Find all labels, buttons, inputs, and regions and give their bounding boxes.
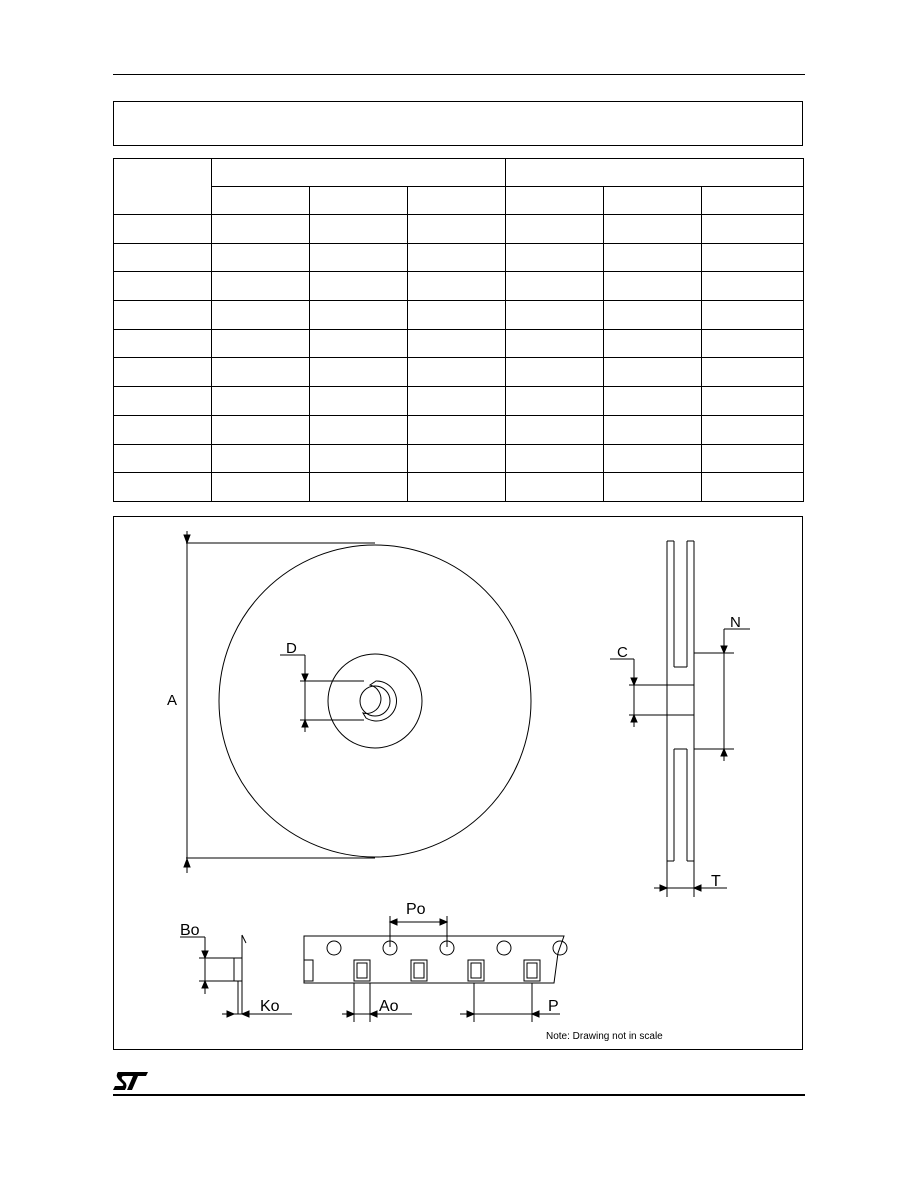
header-rule <box>113 74 805 75</box>
table-row <box>114 329 804 358</box>
table-cell <box>702 473 804 502</box>
table-cell <box>604 358 702 387</box>
tape-pocket <box>304 960 313 981</box>
table-cell <box>114 358 212 387</box>
table-cell <box>408 444 506 473</box>
table-cell <box>114 444 212 473</box>
table-row <box>114 444 804 473</box>
arrow-icon <box>227 1011 234 1017</box>
table-cell <box>702 387 804 416</box>
reel-drawing <box>113 516 803 1050</box>
footer-rule <box>113 1094 805 1096</box>
arrow-icon <box>202 951 208 958</box>
table-cell <box>408 329 506 358</box>
table-cell <box>114 473 212 502</box>
table-header-group <box>506 159 804 187</box>
arrow-icon <box>347 1011 354 1017</box>
table-header-cell <box>702 187 804 215</box>
reel-drawing-svg <box>114 517 802 1049</box>
table-cell <box>702 301 804 330</box>
table-cell <box>604 301 702 330</box>
table-row <box>114 387 804 416</box>
table-cell <box>310 215 408 244</box>
table-cell <box>310 415 408 444</box>
arrow-icon <box>532 1011 539 1017</box>
label-a: A <box>167 692 178 709</box>
label-n: N <box>730 614 741 631</box>
table-cell <box>310 301 408 330</box>
table-cell <box>702 243 804 272</box>
table-cell <box>408 415 506 444</box>
label-d: D <box>286 640 297 657</box>
table-cell <box>604 215 702 244</box>
table-cell <box>702 444 804 473</box>
table-cell <box>114 301 212 330</box>
arrow-icon <box>184 859 190 867</box>
table-cell <box>114 215 212 244</box>
reel-spindle-inner <box>360 686 390 716</box>
tape-side-pocket <box>234 958 242 981</box>
arrow-icon <box>721 646 727 653</box>
sprocket-hole <box>327 941 341 955</box>
tape-pocket-inner <box>357 963 367 978</box>
table-cell <box>604 272 702 301</box>
drawing-note: Note: Drawing not in scale <box>546 1031 663 1042</box>
table-header-cell <box>604 187 702 215</box>
table-cell <box>506 473 604 502</box>
tape-side-tip <box>242 935 246 943</box>
arrow-icon <box>660 885 667 891</box>
table-cell <box>604 387 702 416</box>
table-cell <box>212 329 310 358</box>
table-cell <box>212 272 310 301</box>
arrow-icon <box>370 1011 377 1017</box>
arrow-icon <box>721 749 727 756</box>
label-t: T <box>711 873 721 890</box>
arrow-icon <box>631 715 637 722</box>
table-cell <box>212 473 310 502</box>
tape-pocket-inner <box>414 963 424 978</box>
table-cell <box>310 272 408 301</box>
reel-outer-circle <box>219 545 531 857</box>
label-ko: Ko <box>260 998 280 1015</box>
sprocket-hole <box>497 941 511 955</box>
table-cell <box>702 272 804 301</box>
table-cell <box>408 387 506 416</box>
table-cell <box>114 415 212 444</box>
table-cell <box>114 387 212 416</box>
arrow-icon <box>440 919 447 925</box>
label-c: C <box>617 644 628 661</box>
arrow-icon <box>302 674 308 681</box>
table-cell <box>408 215 506 244</box>
reel-hub-circle <box>328 654 422 748</box>
tape-pocket-inner <box>527 963 537 978</box>
table-cell <box>702 329 804 358</box>
table-header-cell <box>310 187 408 215</box>
table-header-cell <box>212 187 310 215</box>
table-cell <box>408 301 506 330</box>
table-cell <box>114 329 212 358</box>
table-cell <box>604 243 702 272</box>
table-cell <box>408 358 506 387</box>
table-cell <box>310 329 408 358</box>
table-cell <box>310 358 408 387</box>
table-cell <box>604 473 702 502</box>
label-ao: Ao <box>379 998 399 1015</box>
table-cell <box>506 272 604 301</box>
table-cell <box>506 387 604 416</box>
table-cell <box>212 301 310 330</box>
table-cell <box>506 243 604 272</box>
table-cell <box>408 243 506 272</box>
table-cell <box>310 444 408 473</box>
table-cell <box>212 358 310 387</box>
table-row <box>114 301 804 330</box>
arrow-icon <box>202 981 208 988</box>
table-cell <box>506 301 604 330</box>
table-row <box>114 358 804 387</box>
table-cell <box>212 215 310 244</box>
table-row <box>114 243 804 272</box>
arrow-icon <box>631 678 637 685</box>
table-cell <box>506 215 604 244</box>
label-bo: Bo <box>180 922 200 939</box>
table-cell <box>212 387 310 416</box>
arrow-icon <box>467 1011 474 1017</box>
table-cell <box>702 358 804 387</box>
table-cell <box>310 243 408 272</box>
table-cell <box>506 444 604 473</box>
arrow-icon <box>184 535 190 543</box>
dimensions-table <box>113 158 804 502</box>
table-cell <box>212 444 310 473</box>
table-cell <box>506 329 604 358</box>
tape-pocket-inner <box>471 963 481 978</box>
arrow-icon <box>302 720 308 727</box>
table-cell <box>310 387 408 416</box>
table-cell <box>506 415 604 444</box>
table-cell <box>604 415 702 444</box>
table-header-row <box>114 159 804 187</box>
table-cell <box>702 415 804 444</box>
table-cell <box>212 243 310 272</box>
table-cell <box>604 444 702 473</box>
table-cell <box>506 358 604 387</box>
table-row <box>114 272 804 301</box>
label-po: Po <box>406 901 426 918</box>
table-cell <box>310 473 408 502</box>
arrow-icon <box>242 1011 249 1017</box>
table-subheader-row <box>114 187 804 215</box>
table-cell <box>114 272 212 301</box>
st-logo-icon <box>112 1070 152 1092</box>
table-title-box <box>113 101 803 146</box>
arrow-icon <box>390 919 397 925</box>
table-cell <box>702 215 804 244</box>
table-cell <box>212 415 310 444</box>
table-header-cell <box>114 159 212 215</box>
table-row <box>114 215 804 244</box>
table-header-cell <box>408 187 506 215</box>
table-row <box>114 415 804 444</box>
arrow-icon <box>694 885 701 891</box>
table-cell <box>408 272 506 301</box>
table-cell <box>114 243 212 272</box>
table-row <box>114 473 804 502</box>
table-header-group <box>212 159 506 187</box>
label-p: P <box>548 998 559 1015</box>
table-cell <box>408 473 506 502</box>
table-header-cell <box>506 187 604 215</box>
table-cell <box>604 329 702 358</box>
st-logo-shape <box>113 1072 148 1090</box>
tape-pockets <box>304 960 540 981</box>
